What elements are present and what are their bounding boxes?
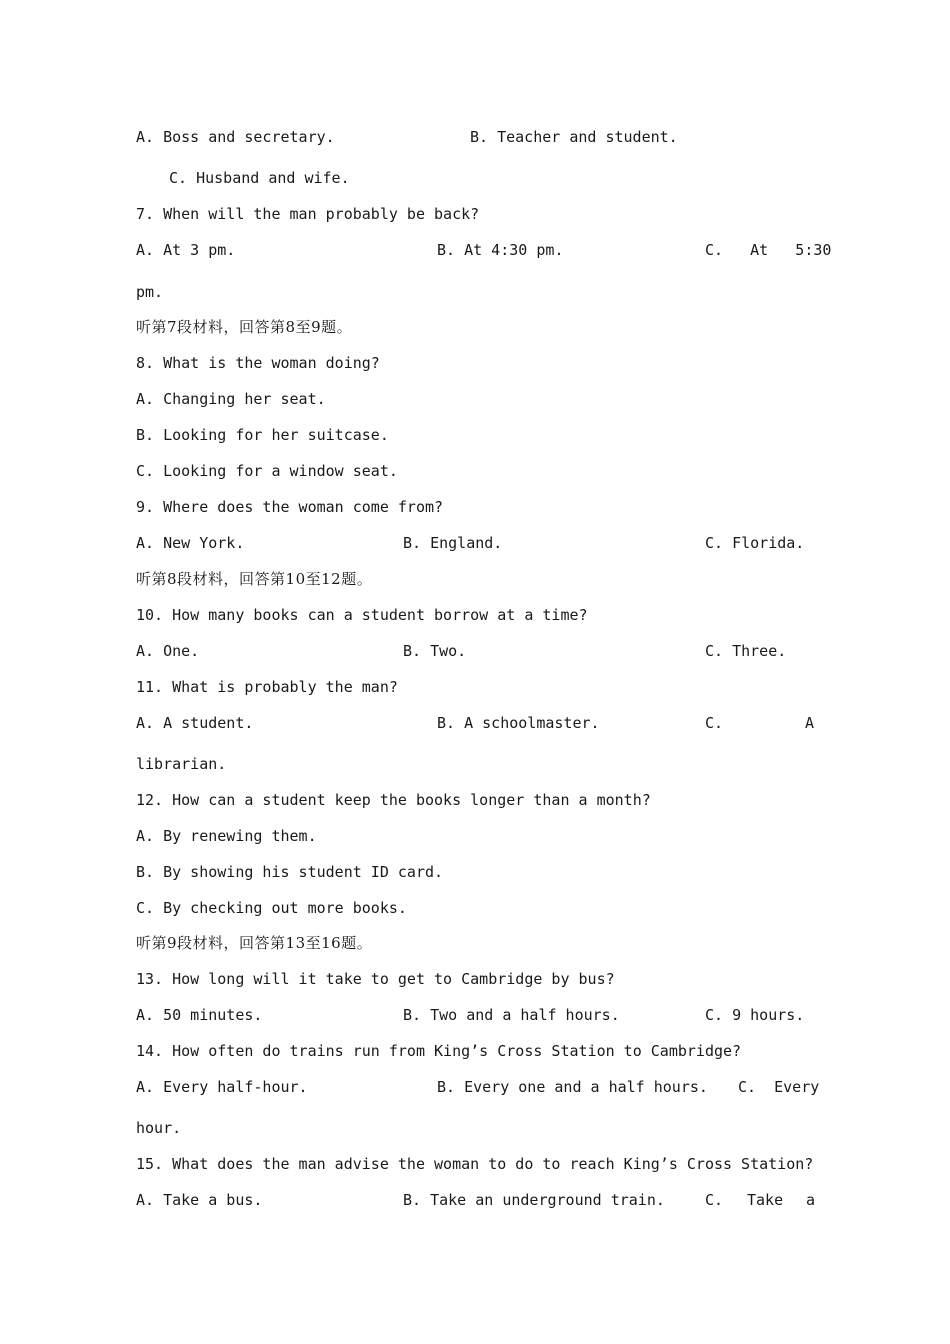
q13-question: 13. How long will it take to get to Cambridge by bus?	[136, 970, 615, 988]
q8-option-b: B. Looking for her suitcase.	[136, 426, 389, 444]
q11-option-a: A. A student.	[136, 714, 254, 732]
q6-option-b: B. Teacher and student.	[470, 128, 678, 146]
q6-option-c: C. Husband and wife.	[169, 169, 350, 187]
section-8-header: 听第8段材料，回答第10至12题。	[136, 570, 373, 588]
q12-question: 12. How can a student keep the books longer than a month?	[136, 791, 651, 809]
q12-option-c: C. By checking out more books.	[136, 899, 407, 917]
q6-option-a: A. Boss and secretary.	[136, 128, 335, 146]
section-7-header: 听第7段材料，回答第8至9题。	[136, 318, 353, 336]
q9-option-b: B. England.	[403, 534, 503, 552]
q13-option-a: A. 50 minutes.	[136, 1006, 263, 1024]
q14-option-a: A. Every half-hour.	[136, 1078, 308, 1096]
q7-option-a: A. At 3 pm.	[136, 241, 236, 259]
q8-option-a: A. Changing her seat.	[136, 390, 326, 408]
q7-option-c-cont: pm.	[136, 283, 164, 301]
q7-option-b: B. At 4:30 pm.	[437, 241, 564, 259]
q15-question: 15. What does the man advise the woman to do to reach King’s Cross Station?	[136, 1155, 814, 1173]
q15-option-c-verb: Take	[747, 1191, 784, 1209]
q7-question: 7. When will the man probably be back?	[136, 205, 480, 223]
q8-option-c: C. Looking for a window seat.	[136, 462, 398, 480]
q9-option-a: A. New York.	[136, 534, 245, 552]
q11-option-c-label: C.	[705, 714, 724, 732]
q12-option-b: B. By showing his student ID card.	[136, 863, 444, 881]
q14-question: 14. How often do trains run from King’s Cross Station to Cambridge?	[136, 1042, 742, 1060]
q11-option-c-cont: librarian.	[136, 755, 227, 773]
q13-option-c: C. 9 hours.	[705, 1006, 805, 1024]
q10-option-a: A. One.	[136, 642, 200, 660]
q14-option-c-cont: hour.	[136, 1119, 182, 1137]
q7-option-c: C. At 5:30	[705, 241, 832, 259]
q8-question: 8. What is the woman doing?	[136, 354, 380, 372]
q15-option-b: B. Take an underground train.	[403, 1191, 665, 1209]
q11-option-b: B. A schoolmaster.	[437, 714, 600, 732]
q9-option-c: C. Florida.	[705, 534, 805, 552]
q10-option-b: B. Two.	[403, 642, 467, 660]
q15-option-c-article: a	[806, 1191, 816, 1209]
q12-option-a: A. By renewing them.	[136, 827, 317, 845]
q15-option-a: A. Take a bus.	[136, 1191, 263, 1209]
q10-question: 10. How many books can a student borrow at a time?	[136, 606, 588, 624]
q14-option-b: B. Every one and a half hours.	[437, 1078, 708, 1096]
q15-option-c-label: C.	[705, 1191, 724, 1209]
q13-option-b: B. Two and a half hours.	[403, 1006, 620, 1024]
q11-option-c-article: A	[805, 714, 815, 732]
q9-question: 9. Where does the woman come from?	[136, 498, 444, 516]
q14-option-c: C. Every	[738, 1078, 820, 1096]
q10-option-c: C. Three.	[705, 642, 787, 660]
section-9-header: 听第9段材料，回答第13至16题。	[136, 934, 373, 952]
q11-question: 11. What is probably the man?	[136, 678, 398, 696]
